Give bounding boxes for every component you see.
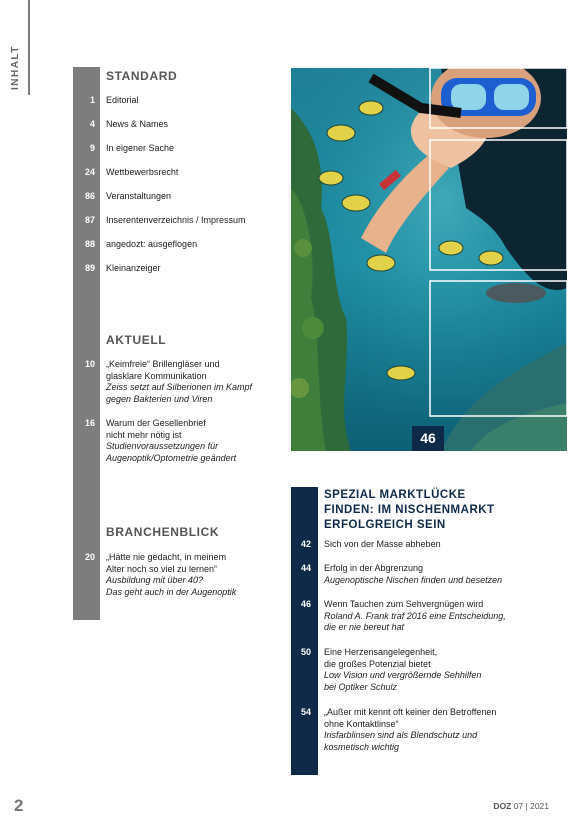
toc-page-number: 10 — [84, 359, 95, 369]
toc-page-number: 89 — [84, 263, 95, 273]
feature-page-badge[interactable]: 46 — [412, 426, 444, 451]
toc-page-number: 44 — [300, 563, 311, 573]
toc-page-number: 50 — [300, 647, 311, 657]
toc-title-line: Alter noch so viel zu lernen“ — [106, 563, 218, 574]
toc-title-line: die großes Potenzial bietet — [324, 658, 431, 669]
toc-title-line: „Hätte nie gedacht, in meinem — [106, 552, 227, 562]
right-toc-bar — [291, 487, 318, 775]
spezial-title — [324, 488, 564, 533]
toc-page-number: 24 — [84, 167, 95, 177]
toc-page-number: 16 — [84, 418, 95, 428]
toc-title-line: Erfolg in der Abgrenzung — [324, 563, 424, 573]
toc-page-number: 42 — [300, 539, 311, 549]
section-label-inhalt: INHALT — [10, 45, 21, 90]
toc-title: Veranstaltungen — [106, 191, 172, 201]
toc-subtitle-line: die er nie bereut hat — [324, 622, 405, 632]
toc-subtitle-line: Zeiss setzt auf Silberionen im Kampf — [106, 382, 253, 392]
toc-subtitle-line: Augenoptische Nischen finden und besetzen — [324, 574, 503, 585]
toc-entry[interactable] — [73, 359, 273, 409]
spezial-title-line: ERFOLGREICH SEIN — [324, 519, 446, 531]
toc-title: News & Names — [106, 119, 169, 129]
toc-title-line: Warum der Gesellenbrief — [106, 418, 206, 428]
toc-title-line: ohne Kontaktlinse“ — [324, 718, 399, 729]
toc-title-line: Sich von der Masse abheben — [324, 539, 441, 549]
toc-title-line: „Außer mit kennt oft keiner den Betroffenen — [324, 707, 497, 717]
toc-title: Inserentenverzeichnis / Impressum — [106, 215, 246, 225]
section-title-standard: STANDARD — [106, 69, 178, 83]
toc-page-number: 20 — [84, 552, 95, 562]
toc-entry[interactable] — [73, 418, 273, 468]
header-rule — [28, 0, 30, 95]
toc-page-number: 4 — [89, 119, 95, 129]
footer-issue — [493, 801, 549, 811]
toc-title: Editorial — [106, 95, 139, 105]
diver-photo — [291, 68, 567, 451]
spezial-title-line: FINDEN: IM NISCHENMARKT — [324, 504, 495, 516]
toc-page-number: 9 — [89, 143, 95, 153]
page-number: 2 — [14, 796, 24, 815]
toc-subtitle-line: Roland A. Frank traf 2016 eine Entscheidung, — [324, 610, 506, 621]
toc-page-number: 86 — [84, 191, 95, 201]
toc-title: In eigener Sache — [106, 143, 175, 153]
toc-page-number: 46 — [300, 599, 311, 609]
toc-title-line: nicht mehr nötig ist — [106, 429, 182, 440]
section-title-aktuell: AKTUELL — [106, 333, 167, 347]
toc-subtitle-line: bei Optiker Schulz — [324, 681, 398, 692]
toc-title-line: „Keimfreie“ Brillengläser und — [106, 359, 220, 369]
section-title-branchenblick: BRANCHENBLICK — [106, 525, 220, 539]
toc-title: Wettbewerbsrecht — [106, 167, 179, 177]
spezial-title-line: SPEZIAL MARKTLÜCKE — [324, 489, 466, 501]
toc-subtitle-line: Ausbildung mit über 40? — [106, 575, 204, 585]
toc-title-line: Wenn Tauchen zum Sehvergnügen wird — [324, 599, 484, 609]
toc-page-number: 1 — [89, 95, 95, 105]
toc-page-number: 88 — [84, 239, 95, 249]
magazine-name: DOZ — [493, 801, 512, 811]
toc-page-number: 54 — [300, 707, 311, 717]
toc-title: Kleinanzeiger — [106, 263, 161, 273]
toc-subtitle-line: kosmetisch wichtig — [324, 741, 400, 752]
toc-subtitle-line: Augenoptik/Optometrie geändert — [106, 452, 237, 463]
issue-number: 07 | 2021 — [513, 801, 549, 811]
toc-subtitle-line: gegen Bakterien und Viren — [106, 393, 213, 404]
toc-subtitle-line: Das geht auch in der Augenoptik — [106, 586, 237, 597]
toc-entry[interactable] — [73, 552, 273, 602]
toc-subtitle-line: Studienvoraussetzungen für — [106, 441, 219, 451]
toc-title-line: glasklare Kommunikation — [106, 370, 207, 381]
toc-subtitle-line: Low Vision und vergrößernde Sehhilfen — [324, 670, 482, 680]
toc-page-number: 87 — [84, 215, 95, 225]
toc-title: angedozt: ausgeflogen — [106, 239, 198, 249]
toc-subtitle-line: Irisfarblinsen sind als Blendschutz und — [324, 730, 478, 740]
toc-title-line: Eine Herzensangelegenheit, — [324, 647, 438, 657]
